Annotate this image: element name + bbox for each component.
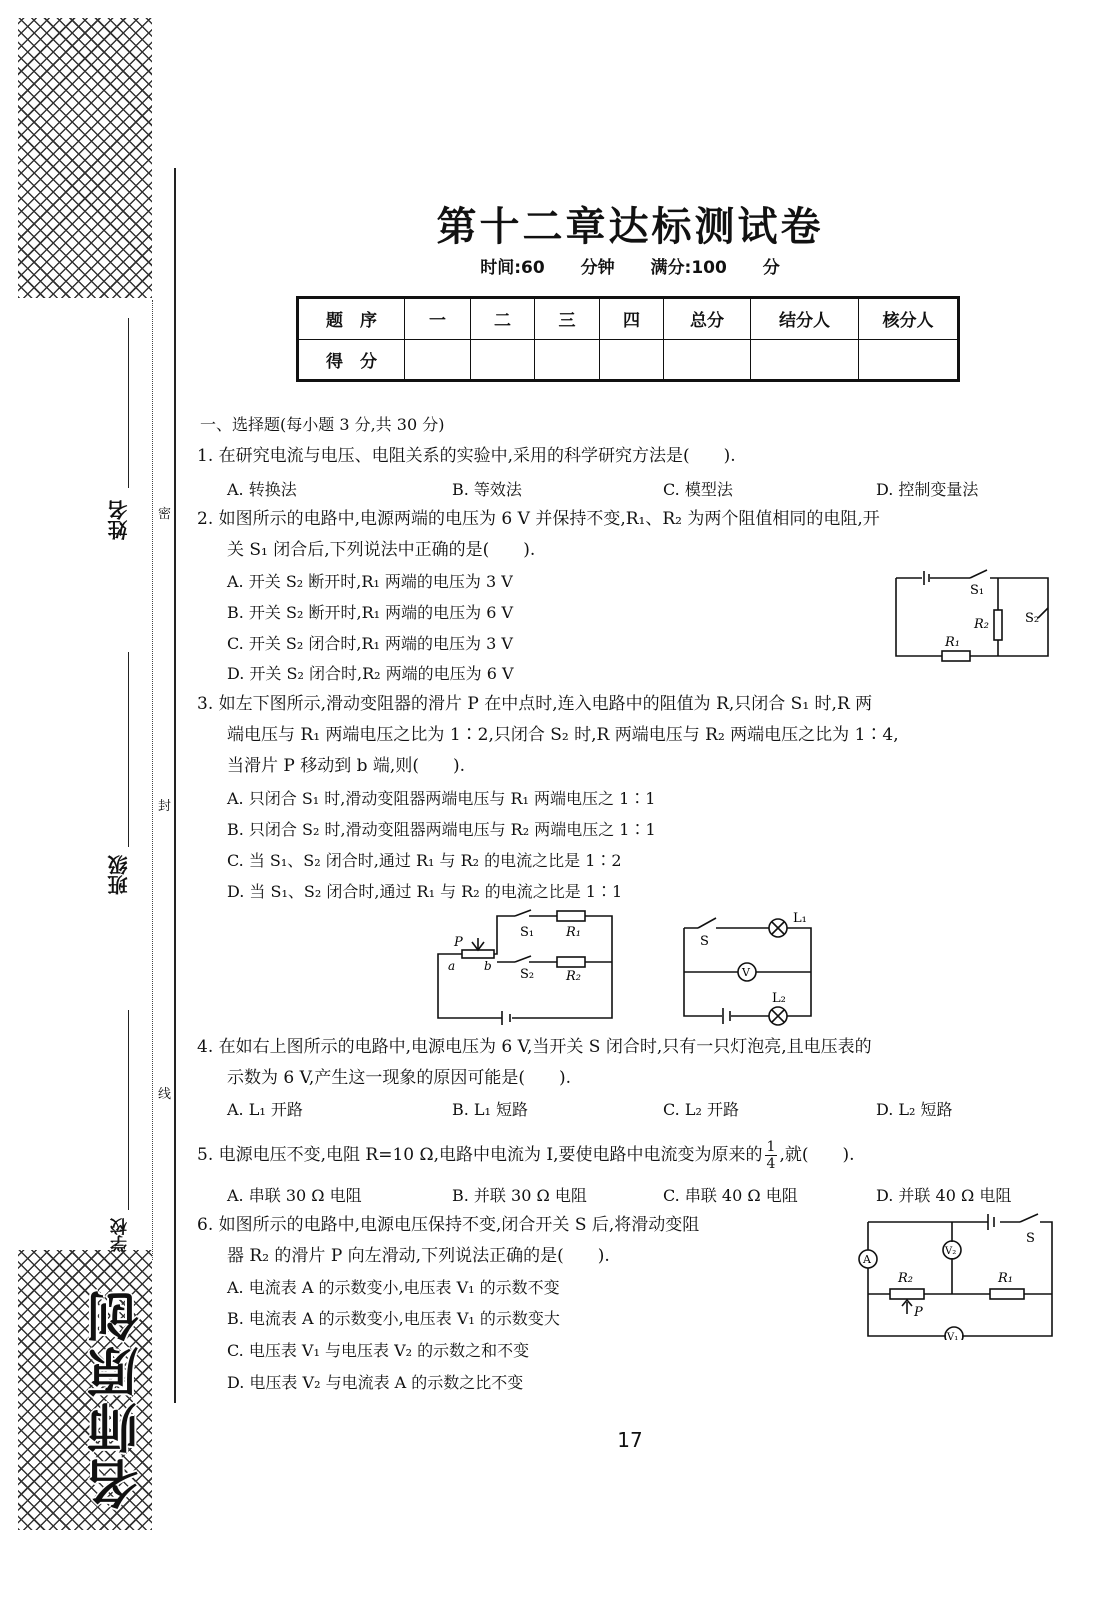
q5-option-d: D. 并联 40 Ω 电阻 (876, 1186, 1012, 1205)
score-header-cell: 一 (405, 298, 471, 340)
q6-stem-line1: 6. 如图所示的电路中,电源电压保持不变,闭合开关 S 后,将滑动变阻 (197, 1215, 700, 1235)
q3-fig-s-label: S (700, 934, 709, 949)
q3-fig-l1-label: L₁ (793, 911, 807, 926)
seal-char-3: 线 (158, 1087, 172, 1102)
q6-fig-p-label: P (914, 1305, 923, 1320)
q6-circuit-diagram (852, 1210, 1062, 1340)
page-title: 第十二章达标测试卷 (436, 204, 824, 250)
q6-stem-line2: 器 R₂ 的滑片 P 向左滑动,下列说法正确的是( ). (227, 1246, 610, 1266)
class-blank (128, 652, 129, 847)
q3-option-a: A. 只闭合 S₁ 时,滑动变阻器两端电压与 R₁ 两端电压之 1∶1 (227, 789, 656, 808)
q3-stem-line2: 端电压与 R₁ 两端电压之比为 1∶2,只闭合 S₂ 时,R 两端电压与 R₂ 两端电压之比为 1∶4, (227, 725, 899, 745)
q3-option-b: B. 只闭合 S₂ 时,滑动变阻器两端电压与 R₂ 两端电压之 1∶1 (227, 820, 656, 839)
q6-fig-a-label: A (863, 1253, 871, 1266)
brand-logo: 名师原创 (88, 1286, 148, 1510)
q5-stem-end: ,就( ). (779, 1145, 855, 1165)
score-cell[interactable] (535, 339, 600, 381)
q3-fig-l2-label: L₂ (772, 991, 786, 1006)
q2-fig-r1-label: R₁ (945, 635, 960, 650)
q1-option-c: C. 模型法 (663, 480, 733, 499)
q2-fig-s2-label: S₂ (1025, 611, 1040, 626)
q4-option-b: B. L₁ 短路 (452, 1100, 529, 1119)
q6-fig-r2-label: R₂ (898, 1271, 913, 1286)
q2-stem-line1: 2. 如图所示的电路中,电源两端的电压为 6 V 并保持不变,R₁、R₂ 为两个阻值相同的电阻,开 (197, 509, 880, 529)
score-header-cell: 四 (600, 298, 664, 340)
q5-option-c: C. 串联 40 Ω 电阻 (663, 1186, 798, 1205)
q3-option-d: D. 当 S₁、S₂ 闭合时,通过 R₁ 与 R₂ 的电流之比是 1∶1 (227, 882, 623, 901)
q2-option-a: A. 开关 S₂ 断开时,R₁ 两端的电压为 3 V (227, 572, 513, 591)
q6-fig-s-label: S (1026, 1231, 1035, 1246)
q6-fig-r1-label: R₁ (998, 1271, 1013, 1286)
q5-option-b: B. 并联 30 Ω 电阻 (452, 1186, 587, 1205)
name-label: 姓名 (107, 500, 131, 540)
q1-option-a: A. 转换法 (227, 480, 297, 499)
q3-fig-v-label: V (742, 966, 750, 979)
seal-char-1: 密 (158, 507, 172, 522)
q2-fig-r2-label: R₂ (974, 617, 989, 632)
seal-line (152, 300, 153, 1260)
score-header-cell: 二 (471, 298, 535, 340)
q6-fig-v1-label: V₁ (947, 1332, 959, 1340)
exam-info (200, 253, 1060, 278)
q5-fraction-numerator: 1 (766, 1139, 776, 1155)
score-header-cell: 核分人 (859, 298, 959, 340)
q4-option-a: A. L₁ 开路 (227, 1100, 303, 1119)
score-header-cell: 结分人 (751, 298, 859, 340)
section-heading: 一、选择题(每小题 3 分,共 30 分) (200, 415, 445, 434)
score-cell[interactable] (405, 339, 471, 381)
q2-fig-s1-label: S₁ (970, 583, 985, 598)
q4-stem-line2: 示数为 6 V,产生这一现象的原因可能是( ). (227, 1068, 572, 1088)
q6-option-d: D. 电压表 V₂ 与电流表 A 的示数之比不变 (227, 1373, 524, 1392)
q6-fig-v2-label: V₂ (945, 1246, 957, 1257)
q3-stem-line1: 3. 如左下图所示,滑动变阻器的滑片 P 在中点时,连入电路中的阻值为 R,只闭合 S₁ 时,R 两 (197, 694, 873, 714)
q3-fig-p-label: P (454, 935, 463, 950)
q5-fraction (765, 1139, 778, 1172)
q3-option-c: C. 当 S₁、S₂ 闭合时,通过 R₁ 与 R₂ 的电流之比是 1∶2 (227, 851, 622, 870)
score-header-cell: 三 (535, 298, 600, 340)
q2-stem-line2: 关 S₁ 闭合后,下列说法中正确的是( ). (227, 540, 536, 560)
score-cell[interactable] (471, 339, 535, 381)
exam-time: 时间:60 分钟 (480, 258, 615, 278)
school-blank (128, 1010, 129, 1210)
q2-option-b: B. 开关 S₂ 断开时,R₁ 两端的电压为 6 V (227, 603, 514, 622)
q6-option-c: C. 电压表 V₁ 与电压表 V₂ 的示数之和不变 (227, 1341, 530, 1360)
score-header-cell: 题 序 (298, 298, 405, 340)
q3-fig-r2-label: R₂ (566, 969, 581, 984)
school-label: 学校 (111, 1218, 131, 1252)
q6-option-a: A. 电流表 A 的示数变小,电压表 V₁ 的示数不变 (227, 1278, 560, 1297)
q1-option-b: B. 等效法 (452, 480, 522, 499)
q2-circuit-diagram (890, 568, 1070, 663)
q4-option-d: D. L₂ 短路 (876, 1100, 953, 1119)
score-row-label: 得 分 (298, 339, 405, 381)
score-header-cell: 总分 (664, 298, 751, 340)
q3-fig-b-label: b (484, 959, 492, 973)
score-cell[interactable] (859, 339, 959, 381)
q3-left-circuit-diagram (432, 908, 622, 1026)
margin-line (174, 168, 176, 1403)
score-cell[interactable] (751, 339, 859, 381)
q2-option-c: C. 开关 S₂ 闭合时,R₁ 两端的电压为 3 V (227, 634, 513, 653)
q4-stem-line1: 4. 在如右上图所示的电路中,电源电压为 6 V,当开关 S 闭合时,只有一只灯泡亮,且电压表的 (197, 1037, 872, 1057)
class-label: 班级 (107, 855, 131, 895)
page-number: 17 (617, 1428, 643, 1452)
q1-stem: 1. 在研究电流与电压、电阻关系的实验中,采用的科学研究方法是( ). (197, 446, 736, 466)
q3-fig-a-label: a (448, 959, 456, 973)
q3-stem-line3: 当滑片 P 移动到 b 端,则( ). (227, 756, 466, 776)
score-cell[interactable] (664, 339, 751, 381)
score-table (296, 296, 960, 382)
name-blank (128, 318, 129, 488)
q5-stem (197, 1139, 855, 1172)
q3-fig-s2-label: S₂ (520, 967, 535, 982)
seal-char-2: 封 (158, 799, 172, 814)
score-cell[interactable] (600, 339, 664, 381)
q3-fig-r1-label: R₁ (566, 925, 581, 940)
q2-option-d: D. 开关 S₂ 闭合时,R₂ 两端的电压为 6 V (227, 664, 514, 683)
q3-fig-s1-label: S₁ (520, 925, 535, 940)
q3-right-circuit-diagram (676, 910, 826, 1030)
q4-option-c: C. L₂ 开路 (663, 1100, 739, 1119)
decorative-pattern-top (18, 18, 152, 298)
q6-option-b: B. 电流表 A 的示数变小,电压表 V₁ 的示数变大 (227, 1309, 560, 1328)
q5-option-a: A. 串联 30 Ω 电阻 (227, 1186, 362, 1205)
exam-score: 满分:100 分 (650, 258, 780, 278)
q1-option-d: D. 控制变量法 (876, 480, 979, 499)
q5-fraction-denominator: 4 (766, 1156, 776, 1172)
q5-stem-text: 5. 电源电压不变,电阻 R=10 Ω,电路中电流为 I,要使电路中电流变为原来的 (197, 1145, 763, 1165)
